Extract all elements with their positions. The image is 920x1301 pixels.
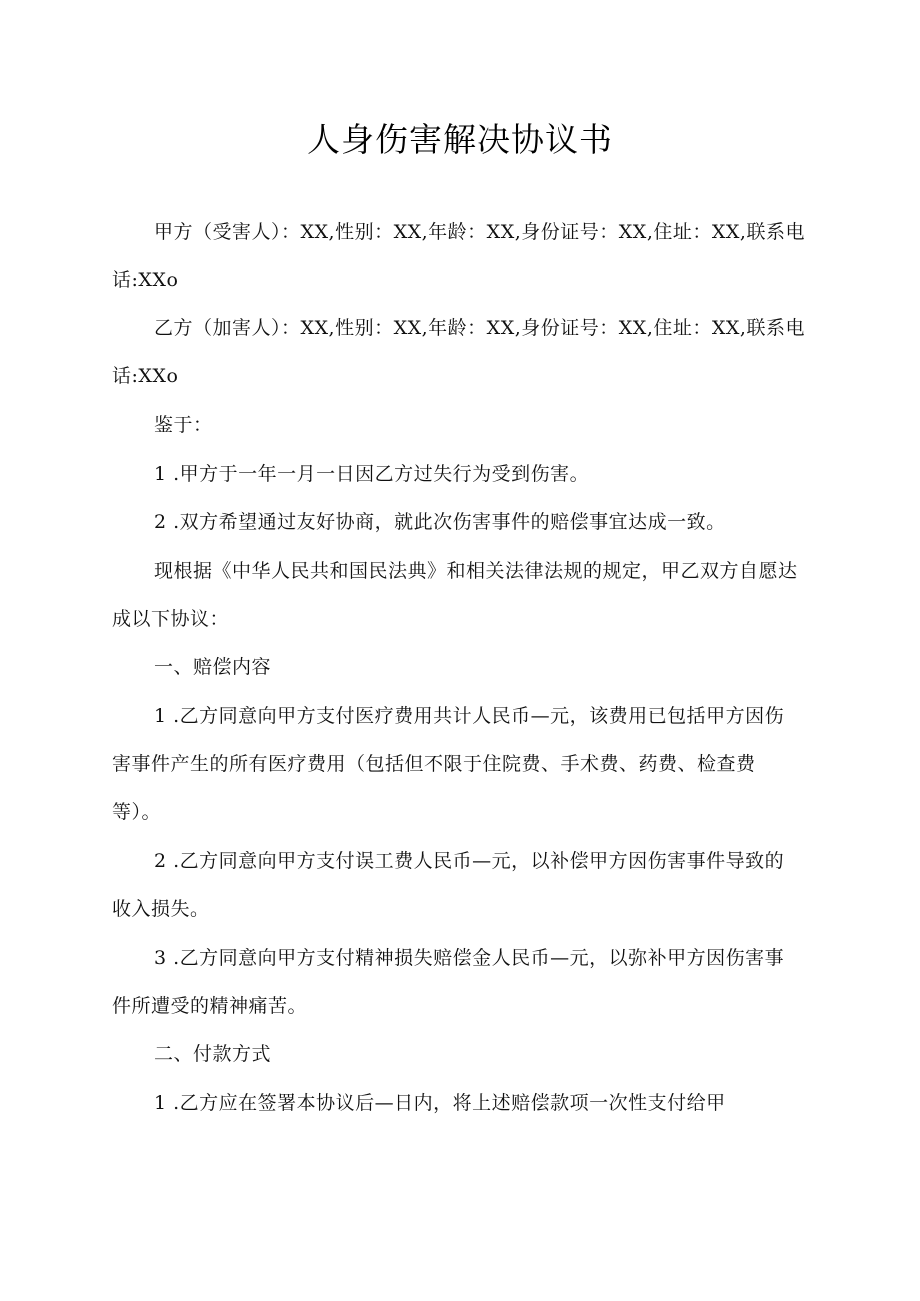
legal-basis-line-1: 现根据《中华人民共和国民法典》和相关法律法规的规定，甲乙双方自愿达: [154, 560, 798, 582]
item-1-2-line-2: 收入损失。: [112, 898, 210, 920]
item-1-3-line-1: 3 .乙方同意向甲方支付精神损失赔偿金人民币—元，以弥补甲方因伤害事: [154, 947, 785, 969]
item-1-3-line-2: 件所遭受的精神痛苦。: [112, 995, 308, 1017]
legal-basis-line-2: 成以下协议：: [112, 608, 230, 630]
legal-basis: [112, 547, 812, 643]
item-1-3: [112, 934, 812, 1030]
item-1-1: [112, 692, 812, 836]
section-1-heading-text: 一、赔偿内容: [154, 656, 272, 678]
item-1-2: [112, 837, 812, 933]
document-title: 人身伤害解决协议书: [307, 120, 613, 159]
party-a-info: [112, 208, 812, 304]
item-1-1-line-3: 等）。: [112, 801, 162, 823]
item-1-1-line-2: 害事件产生的所有医疗费用（包括但不限于住院费、手术费、药费、检查费: [112, 753, 756, 775]
party-b-line-1: 乙方（加害人）：XX,性别：XX,年龄：XX,身份证号：XX,住址：XX,联系电: [154, 317, 805, 339]
party-a-line-1: 甲方（受害人）：XX,性别：XX,年龄：XX,身份证号：XX,住址：XX,联系电: [154, 221, 805, 243]
whereas-item-2: [112, 498, 812, 546]
whereas-heading-text: 鉴于：: [154, 414, 213, 436]
party-a-line-2: 话:XXo: [112, 269, 179, 291]
item-1-1-line-1: 1 .乙方同意向甲方支付医疗费用共计人民币—元，该费用已包括甲方因伤: [154, 705, 785, 727]
section-2-heading: [112, 1030, 812, 1078]
party-b-info: [112, 304, 812, 400]
party-b-line-2: 话:XXo: [112, 365, 179, 387]
item-1-2-line-1: 2 .乙方同意向甲方支付误工费人民币—元，以补偿甲方因伤害事件导致的: [154, 850, 785, 872]
section-1-heading: [112, 643, 812, 691]
whereas-heading: [112, 401, 812, 449]
whereas-item-1-text: 1 .甲方于一年一月一日因乙方过失行为受到伤害。: [154, 463, 590, 485]
item-2-1-text: 1 .乙方应在签署本协议后—日内，将上述赔偿款项一次性支付给甲: [154, 1092, 726, 1114]
section-2-heading-text: 二、付款方式: [154, 1043, 272, 1065]
whereas-item-1: [112, 450, 812, 498]
item-2-1: [112, 1079, 812, 1127]
whereas-item-2-text: 2 .双方希望通过友好协商，就此次伤害事件的赔偿事宜达成一致。: [154, 511, 726, 533]
